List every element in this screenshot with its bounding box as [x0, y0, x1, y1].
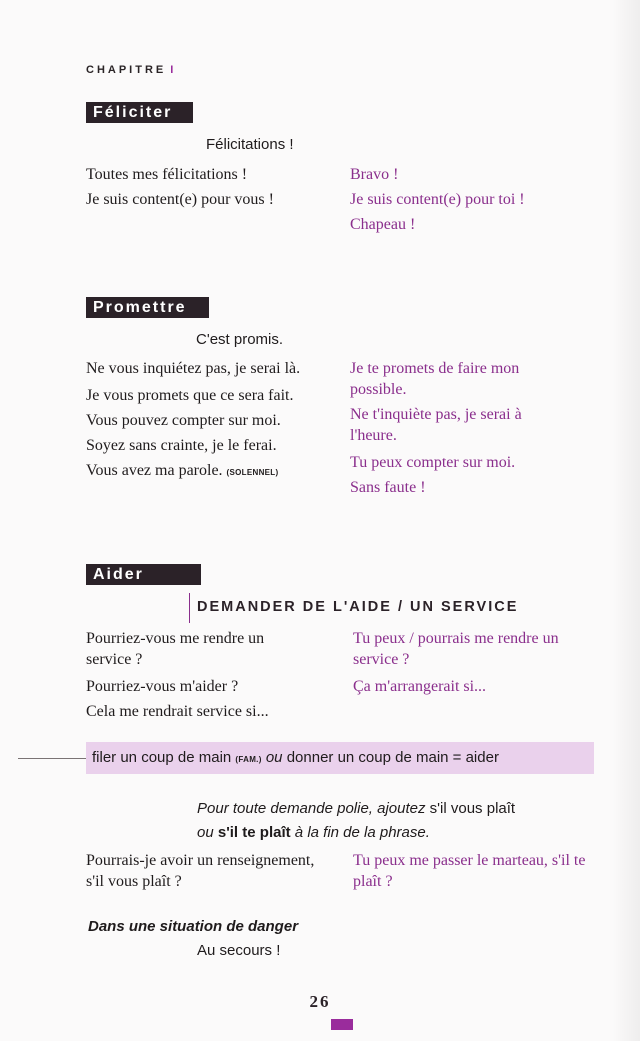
feliciter-intro: Félicitations !	[206, 136, 294, 153]
list-item: Sans faute !	[350, 479, 426, 496]
aider-formal-list	[86, 628, 336, 724]
polite-formal-example: Pourrais-je avoir un renseignement, s'il vous plaît ?	[86, 852, 315, 890]
section-label-aider: Aider	[86, 564, 201, 585]
chapter-header	[86, 64, 173, 76]
list-item	[86, 458, 336, 485]
list-item: Ça m'arrangerait si...	[353, 678, 487, 695]
list-item: Chapeau !	[350, 216, 416, 233]
politeness-note	[197, 797, 515, 845]
section-label-feliciter: Féliciter	[86, 102, 193, 123]
note-keyword: s'il te plaît	[217, 824, 291, 841]
list-item: Ne t'inquiète pas, je serai à l'heure.	[350, 406, 522, 444]
page-edge-shadow	[612, 0, 640, 1041]
list-item: Je suis content(e) pour vous !	[86, 191, 274, 208]
list-item: Je vous promets que ce sera fait.	[86, 387, 294, 404]
familiar-expression-box	[86, 742, 594, 774]
note-text: ou	[197, 824, 214, 841]
list-item: Toutes mes félicitations !	[86, 166, 248, 183]
note-text: Pour toute demande polie, ajoutez	[197, 800, 426, 817]
note-text: à	[294, 824, 304, 841]
highlight-rule	[18, 758, 88, 759]
promettre-formal-list	[86, 358, 336, 485]
expression-part2: donner un coup de main = aider	[286, 749, 499, 766]
aider-informal-list	[353, 628, 593, 699]
list-item: Pourriez-vous m'aider ?	[86, 678, 239, 695]
aider-subheading: DEMANDER DE L'AIDE / UN SERVICE	[189, 593, 518, 623]
familiar-tag: (FAM.)	[235, 755, 262, 764]
list-item: Ne vous inquiétez pas, je serai là.	[86, 360, 301, 377]
list-item: Tu peux / pourrais me rendre un service ?	[353, 630, 559, 668]
note-text: la fin de la phrase.	[307, 824, 430, 841]
chapter-number: I	[170, 64, 174, 76]
list-item: Je te promets de faire mon possible.	[350, 360, 520, 398]
danger-heading: Dans une situation de danger	[88, 918, 299, 935]
promettre-informal-list	[350, 358, 590, 500]
list-item-text: Vous avez ma parole.	[86, 462, 223, 479]
section-label-promettre: Promettre	[86, 297, 209, 318]
register-tag: (SOLENNEL)	[226, 468, 279, 477]
page-number: 26	[309, 992, 331, 1011]
expression-connector: ou	[265, 749, 283, 766]
feliciter-informal-list	[350, 162, 590, 237]
list-item: Je suis content(e) pour toi !	[350, 191, 525, 208]
list-item: Vous pouvez compter sur moi.	[86, 412, 281, 429]
chapter-label: CHAPITRE	[86, 64, 167, 76]
polite-informal-example: Tu peux me passer le marteau, s'il te plaît ?	[353, 852, 586, 890]
note-keyword: s'il vous plaît	[429, 800, 516, 817]
expression-part1: filer un coup de main	[92, 749, 232, 766]
list-item: Cela me rendrait service si...	[86, 703, 269, 720]
list-item: Pourriez-vous me rendre un service ?	[86, 630, 265, 668]
page-marker-bar	[331, 1019, 353, 1030]
promettre-intro: C'est promis.	[196, 331, 284, 348]
list-item: Soyez sans crainte, je le ferai.	[86, 437, 277, 454]
list-item: Tu peux compter sur moi.	[350, 454, 516, 471]
list-item: Bravo !	[350, 166, 399, 183]
feliciter-formal-list	[86, 162, 336, 212]
danger-phrase: Au secours !	[197, 942, 281, 959]
